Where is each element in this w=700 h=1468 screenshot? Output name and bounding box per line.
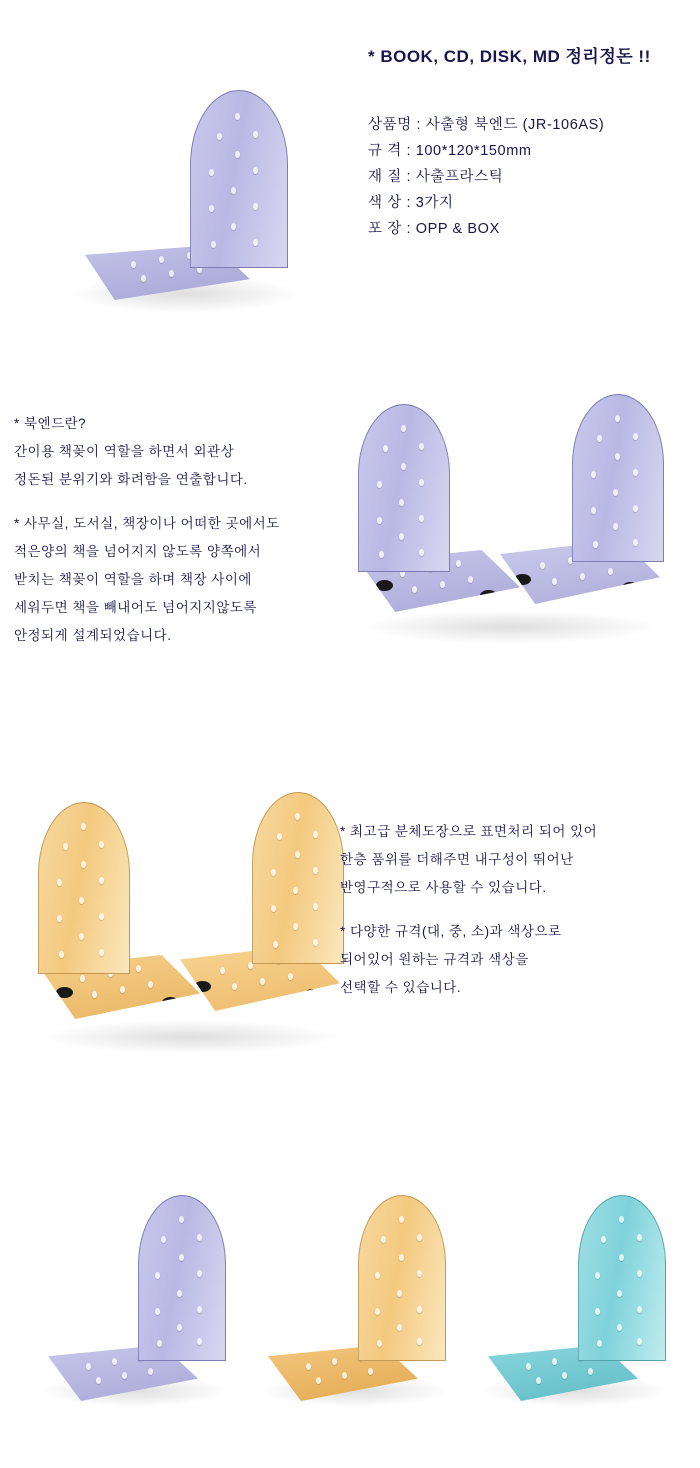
- paragraph-line: 간이용 책꽂이 역할을 하면서 외관상: [14, 444, 235, 459]
- back-dot-pattern: [359, 405, 449, 571]
- rubber-foot: [194, 981, 211, 992]
- color-variant-amber: [250, 1140, 450, 1430]
- hero-headline-text: * BOOK, CD, DISK, MD 정리정돈 !!: [368, 47, 651, 66]
- paragraph-line: * 최고급 분체도장으로 표면처리 되어 있어: [340, 824, 598, 839]
- paragraph-line: 적은양의 책을 넘어지지 않도록 양쪽에서: [14, 544, 262, 559]
- description-section: [0, 360, 700, 750]
- spec-row: 색 상 : 3가지: [368, 195, 454, 211]
- description-text-block: [14, 410, 280, 666]
- paragraph-line: 정돈된 분위기와 화려함을 연출합니다.: [14, 472, 248, 487]
- paragraph-line: 반영구적으로 사용할 수 있습니다.: [340, 880, 547, 895]
- color-lineup-section: [0, 1110, 700, 1468]
- rubber-foot: [376, 580, 393, 591]
- paragraph-usage: [14, 510, 280, 650]
- paragraph-bookend-definition: [14, 410, 280, 494]
- back-dot-pattern: [39, 803, 129, 973]
- paragraph-line: 선택할 수 있습니다.: [340, 980, 462, 995]
- bookend-back-panel: [358, 404, 450, 572]
- color-variant-teal: [470, 1140, 670, 1430]
- bookend-back-panel: [252, 792, 344, 964]
- description-product-image: [340, 380, 680, 650]
- hero-section: [0, 0, 700, 360]
- hero-product-image: [40, 30, 340, 320]
- features-product-image: [20, 780, 360, 1060]
- bookend-back-panel: [138, 1195, 226, 1361]
- bookend-back-panel: [578, 1195, 666, 1361]
- paragraph-line: * 다양한 규격(대, 중, 소)과 색상으로: [340, 924, 562, 939]
- paragraph-line: 되어있어 원하는 규격과 색상을: [340, 952, 529, 967]
- back-dot-pattern: [191, 91, 287, 267]
- hero-headline: [368, 42, 651, 67]
- bookend-back-panel: [572, 394, 664, 562]
- bookend-purple-single: [40, 30, 340, 310]
- paragraph-line: 안정되게 설계되었습니다.: [14, 628, 172, 643]
- rubber-foot: [304, 989, 321, 1000]
- bookend-amber-right: [170, 780, 360, 1050]
- bookend-back-panel: [38, 802, 130, 974]
- rubber-foot: [56, 987, 73, 998]
- features-section: [0, 750, 700, 1110]
- hero-spec-list: [368, 112, 604, 242]
- paragraph-line: 한층 품위를 더해주면 내구성이 뛰어난: [340, 852, 574, 867]
- spec-row: 재 질 : 사출프라스틱: [368, 169, 504, 185]
- paragraph-coating: [340, 818, 597, 902]
- spec-row: 포 장 : OPP & BOX: [368, 221, 500, 237]
- back-dot-pattern: [573, 395, 663, 561]
- back-dot-pattern: [253, 793, 343, 963]
- bookend-purple-right: [490, 380, 680, 640]
- color-variant-purple: [30, 1140, 230, 1430]
- paragraph-line: * 사무실, 도서실, 책장이나 어떠한 곳에서도: [14, 516, 280, 531]
- bookend-back-panel: [190, 90, 288, 268]
- rubber-foot: [622, 582, 639, 593]
- features-text-block: [340, 818, 597, 1018]
- rubber-foot: [514, 574, 531, 585]
- paragraph-line: 받치는 책꽂이 역할을 하며 책장 사이에: [14, 572, 252, 587]
- bookend-back-panel: [358, 1195, 446, 1361]
- spec-row: 상품명 : 사출형 북엔드 (JR-106AS): [368, 117, 605, 133]
- spec-row: 규 격 : 100*120*150mm: [368, 143, 532, 159]
- paragraph-line: * 북엔드란?: [14, 416, 87, 431]
- paragraph-line: 세워두면 책을 빼내어도 넘어지지않도록: [14, 600, 257, 615]
- paragraph-sizes-colors: [340, 918, 597, 1002]
